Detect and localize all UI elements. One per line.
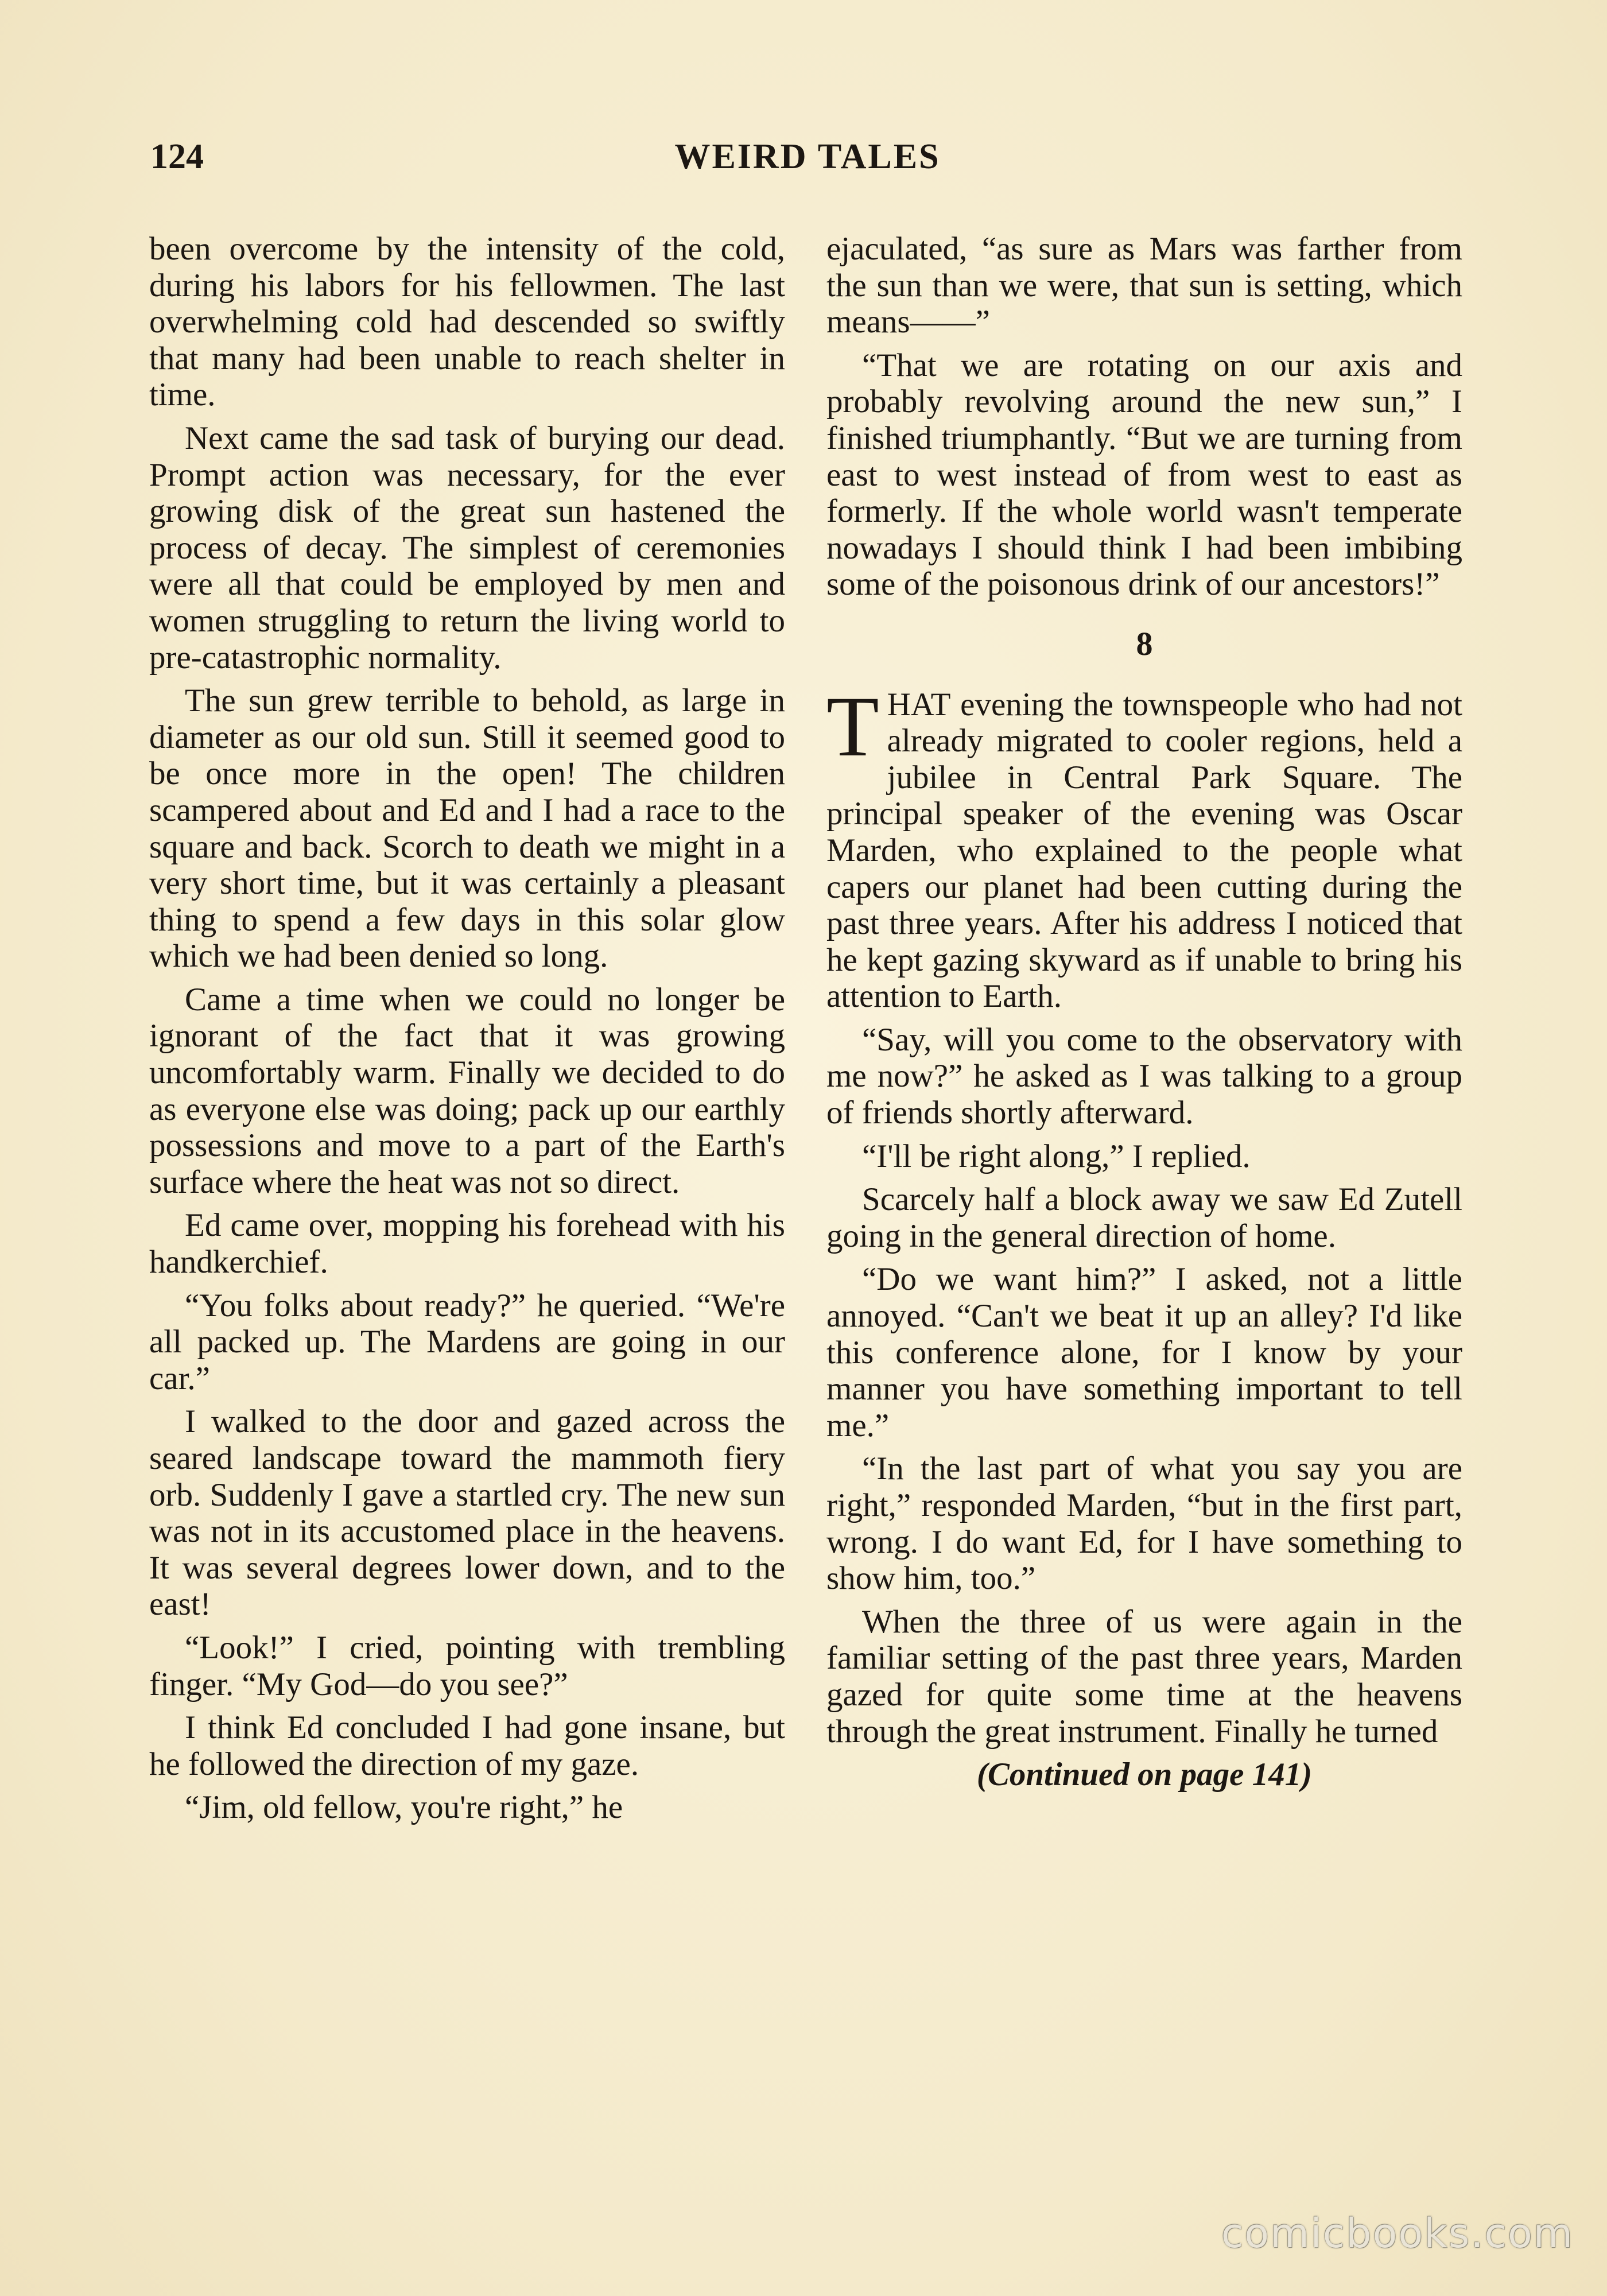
paragraph: “Say, will you come to the observatory with me now?” he asked as I was talking to a group of friends shortly afterward.: [826, 1021, 1462, 1131]
dropcap-paragraph-text: evening the townspeople who had not already migrated to cooler regions, held a jubilee in Central Park Square. The principal speaker of the evening was Oscar Marden, who explained to the people what capers our planet had been cutting during the past three years. After his address I noticed that he kept gazing skyward as if unable to bring his attention to Earth.: [826, 686, 1462, 1015]
paragraph: Next came the sad task of burying our dead. Prompt action was necessary, for the ever growing disk of the great sun hastened the process of decay. The simplest of ceremonies were all that could be employed by men and women struggling to return the living world to pre-catastrophic normality.: [149, 420, 785, 676]
left-column: [149, 231, 785, 1833]
watermark: comicbooks.com: [1221, 2210, 1574, 2257]
continued-note: (Continued on page 141): [976, 1756, 1313, 1793]
paragraph: I think Ed concluded I had gone insane, but he followed the direction of my gaze.: [149, 1709, 785, 1782]
page-number: 124: [150, 137, 204, 176]
paragraph: “You folks about ready?” he queried. “We're all packed up. The Mardens are going in our car.”: [149, 1287, 785, 1397]
paragraph: Scarcely half a block away we saw Ed Zutell going in the general direction of home.: [826, 1181, 1462, 1254]
running-head: WEIRD TALES: [674, 137, 941, 176]
drop-cap: T: [826, 678, 879, 774]
page-header: [150, 137, 1465, 194]
paragraph: I walked to the door and gazed across the seared landscape toward the mammoth fiery orb. Suddenly I gave a startled cry. The new sun was not in its accustomed place in the heavens. It was several degrees lower down, and to the east!: [149, 1403, 785, 1623]
paragraph: “Do we want him?” I asked, not a little annoyed. “Can't we beat it up an alley? I'd like this conference alone, for I know by your manner you have something important to tell me.”: [826, 1261, 1462, 1444]
section-number: 8: [1136, 625, 1153, 662]
paragraph: The sun grew terrible to behold, as large in diameter as our old sun. Still it seemed good to be once more in the open! The children scampered about and Ed and I had a race to the square and back. Scorch to death we might in a very short time, but it was certainly a pleasant thing to spend a few days in this solar glow which we had been denied so long.: [149, 682, 785, 975]
smallcaps-lead: HAT: [887, 686, 951, 723]
paragraph: Ed came over, mopping his forehead with his handkerchief.: [149, 1207, 785, 1281]
paragraph: “I'll be right along,” I replied.: [862, 1138, 1251, 1174]
paragraph: ejaculated, “as sure as Mars was farther from the sun than we were, that sun is setting, which means——”: [826, 231, 1462, 340]
right-column: [826, 231, 1462, 1793]
dropcap-paragraph: [826, 678, 1462, 1015]
paragraph: “That we are rotating on our axis and probably revolving around the new sun,” I finished triumphantly. “But we are turning from east to west instead of from west to east as formerly. If the whole world wasn't temperate nowadays I should think I had been imbibing some of the poisonous drink of our ancestors!”: [826, 347, 1462, 603]
paragraph: When the three of us were again in the familiar setting of the past three years, Marden gazed for quite some time at the heavens through the great instrument. Finally he turned: [826, 1603, 1462, 1750]
paragraph: “In the last part of what you say you are right,” responded Marden, “but in the first part, wrong. I do want Ed, for I have something to show him, too.”: [826, 1450, 1462, 1597]
paragraph: been overcome by the intensity of the cold, during his labors for his fellowmen. The last overwhelming cold had descended so swiftly that many had been unable to reach shelter in time.: [149, 231, 785, 413]
paragraph: “Jim, old fellow, you're right,” he: [185, 1789, 623, 1826]
paragraph: Came a time when we could no longer be ignorant of the fact that it was growing uncomfortably warm. Finally we decided to do as everyone else was doing; pack up our earthly possessions and move to a part of the Earth's surface where the heat was not so direct.: [149, 981, 785, 1200]
paragraph: “Look!” I cried, pointing with trembling finger. “My God—do you see?”: [149, 1629, 785, 1702]
